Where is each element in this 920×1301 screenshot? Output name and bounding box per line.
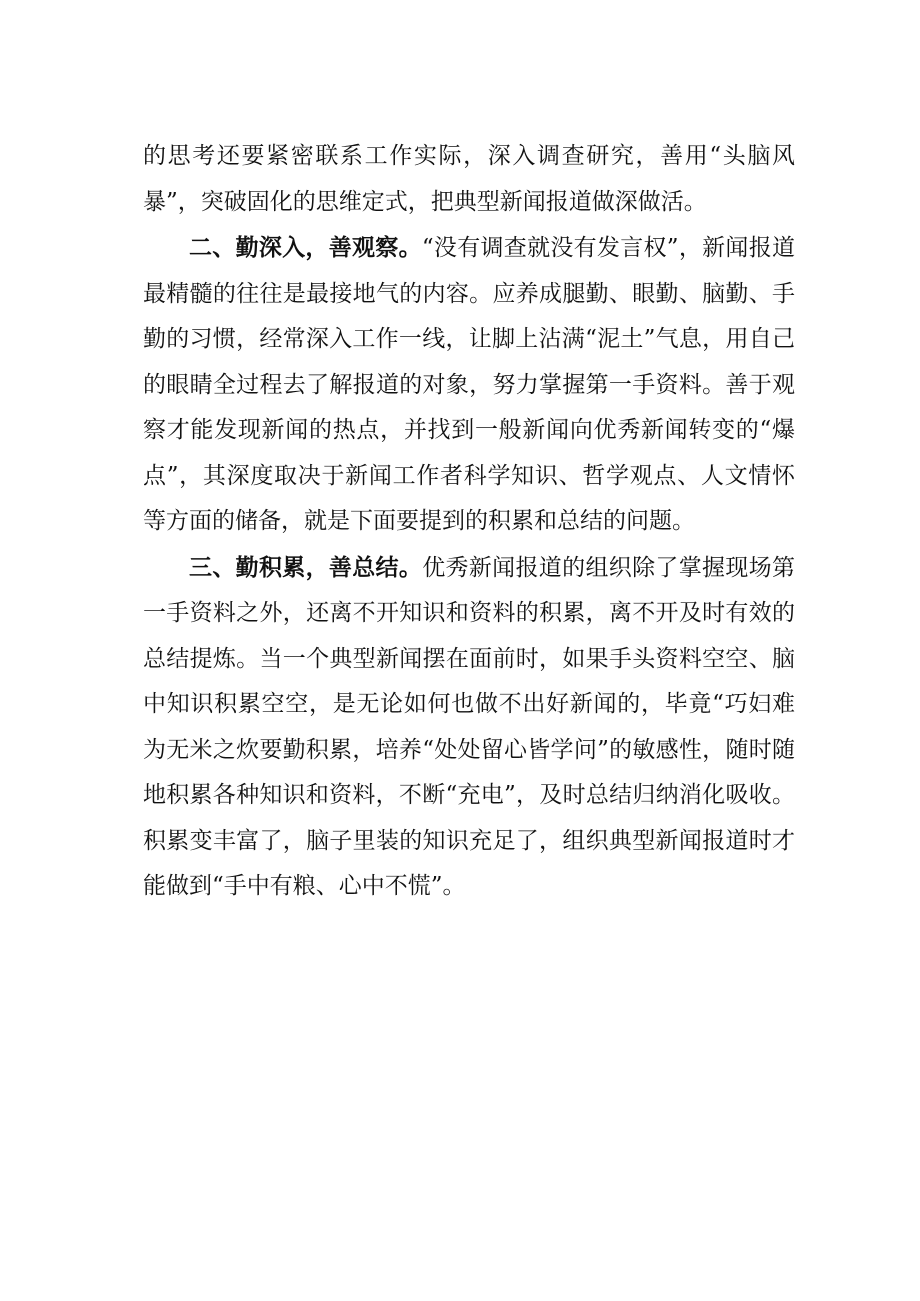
paragraph-body: “没有调查就没有发言权”，新闻报道最精髓的往往是最接地气的内容。应养成腿勤、眼勤、脑勤、手勤的习惯，经常深入工作一线，让脚上沾满“泥土”气息，用自己的眼睛全过程去了解报道的对象，努力掌握第一手资料。善于观察才能发现新闻的热点，并找到一般新闻向优秀新闻转变的“爆点”，其深度取决于新闻工作者科学知识、哲学观点、人文情怀等方面的储备，就是下面要提到的积累和总结的问题。 bbox=[143, 235, 795, 534]
section-heading: 二、勤深入，善观察。 bbox=[189, 234, 422, 261]
paragraph-section-two bbox=[143, 225, 795, 545]
paragraph-body: 的思考还要紧密联系工作实际，深入调查研究，善用“头脑风暴”，突破固化的思维定式，把典型新闻报道做深做活。 bbox=[143, 143, 795, 215]
paragraph-section-three bbox=[143, 545, 795, 910]
document-body bbox=[143, 134, 795, 910]
section-heading: 三、勤积累，善总结。 bbox=[189, 553, 423, 581]
paragraph-continuation bbox=[143, 134, 795, 225]
paragraph-body: 优秀新闻报道的组织除了掌握现场第一手资料之外，还离不开知识和资料的积累，离不开及时有效的总结提炼。当一个典型新闻摆在面前时，如果手头资料空空、脑中知识积累空空，是无论如何也做不出好新闻的，毕竟“巧妇难为无米之炊要勤积累，培养“处处留心皆学问”的敏感性，随时随地积累各种知识和资料，不断“充电”，及时总结归纳消化吸收。积累变丰富了，脑子里装的知识充足了，组织典型新闻报道时才能做到“手中有粮、心中不慌”。 bbox=[143, 554, 796, 899]
